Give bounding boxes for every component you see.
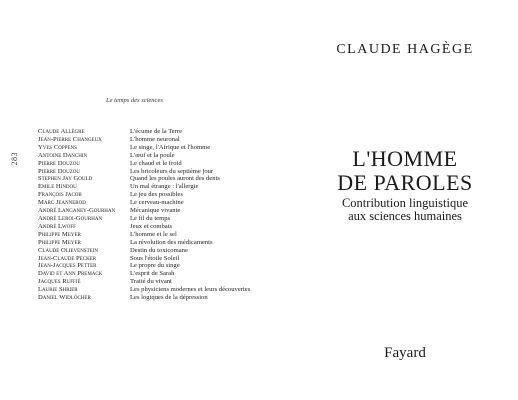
catalog-author: David et Ann Premack <box>38 270 103 278</box>
catalog-row <box>38 286 278 294</box>
catalog-row <box>38 175 278 183</box>
catalog-title: Le singe, l'Afrique et l'homme <box>130 143 211 151</box>
catalog-author: Jean-Jacques Petter <box>38 262 97 270</box>
subtitle-line-2: aux sciences humaines <box>348 209 462 223</box>
catalog-title: Destin du toxicomane <box>130 246 188 254</box>
catalog-author: André Langaney-Gourhan <box>38 207 116 215</box>
catalog-title: L'écume de la Terre <box>130 128 183 135</box>
catalog-author: Philippe Meyer <box>38 238 81 246</box>
catalog-row <box>38 270 278 278</box>
catalog-author: Antoine Danchin <box>38 151 88 159</box>
catalog-row <box>38 183 278 191</box>
catalog-title: Le cerveau-machine <box>130 199 184 207</box>
catalog-row <box>38 231 278 239</box>
book-catalog-list <box>38 128 278 302</box>
catalog-row <box>38 144 278 152</box>
catalog-author: Yves Coppens <box>38 143 77 151</box>
book-title <box>300 147 510 195</box>
catalog-author: Pierre Douzou <box>38 167 81 175</box>
catalog-title: Sous l'étoile Soleil <box>130 254 180 262</box>
catalog-title: L'œuf et la poule <box>130 151 175 159</box>
catalog-author: Philippe Meyer <box>38 230 81 238</box>
catalog-author: François Jacob <box>38 191 82 199</box>
catalog-row <box>38 239 278 247</box>
book-author: CLAUDE HAGÈGE <box>336 42 474 57</box>
catalog-author: Jean-Claude Pecker <box>38 254 97 262</box>
catalog-author: Pierre Douzou <box>38 159 81 167</box>
catalog-row <box>38 207 278 215</box>
publisher-name: Fayard <box>384 345 426 361</box>
catalog-author: Claude Olievenstein <box>38 246 98 254</box>
catalog-row <box>38 191 278 199</box>
catalog-author: Jean-Pierre Changeux <box>38 135 102 143</box>
catalog-title: Jeux et combats <box>130 222 173 230</box>
catalog-row <box>38 152 278 160</box>
catalog-row <box>38 262 278 270</box>
catalog-row <box>38 278 278 286</box>
catalog-title: Le jeu des possibles <box>130 191 183 199</box>
catalog-author: Claude Allègre <box>38 128 85 135</box>
catalog-title: L'homme et le sel <box>130 230 177 238</box>
catalog-title: Un mal étrange : l'allergie <box>130 183 199 191</box>
catalog-author: André Leroi-Gourhan <box>38 214 103 222</box>
catalog-author: Stephen Jay Gould <box>38 175 93 183</box>
catalog-row <box>38 136 278 144</box>
book-subtitle <box>300 197 510 223</box>
catalog-title: Traité du vivant <box>130 278 172 286</box>
catalog-row <box>38 128 278 136</box>
catalog-row <box>38 199 278 207</box>
catalog-author: Marc Jeannerod <box>38 199 86 207</box>
page-number: 283 <box>10 152 19 166</box>
catalog-title: Les physiciens modernes et leurs découvertes <box>130 286 251 294</box>
subtitle-line-1: Contribution linguistique <box>341 196 469 210</box>
catalog-title: Quand les poules auront des dents <box>130 175 220 183</box>
catalog-author: Jacques Ruffié <box>38 278 81 286</box>
catalog-row <box>38 294 278 302</box>
catalog-title: L'homme neuronal <box>130 135 180 143</box>
catalog-title: La révolution des médicaments <box>130 238 213 246</box>
book-title-line-1: L'HOMME <box>352 146 458 171</box>
catalog-title: Le chaud et le froid <box>130 159 182 167</box>
catalog-author: Émile Hindou <box>38 183 77 191</box>
catalog-row <box>38 255 278 263</box>
series-title: Le temps des sciences <box>106 97 163 104</box>
catalog-author: Laurie Shrier <box>38 286 78 294</box>
catalog-title: Le propre du singe <box>130 262 180 270</box>
catalog-title: Les bricoleurs du septième jour <box>130 167 214 175</box>
catalog-row <box>38 160 278 168</box>
catalog-title: L'esprit de Sarah <box>130 270 175 278</box>
catalog-author: André Lwoff <box>38 222 76 230</box>
catalog-row <box>38 247 278 255</box>
book-title-line-2: DE PAROLES <box>337 170 473 195</box>
catalog-author: Daniel Widlöcher <box>38 294 91 302</box>
catalog-row <box>38 223 278 231</box>
catalog-title: Les logiques de la dépression <box>130 294 208 302</box>
catalog-row <box>38 168 278 176</box>
catalog-title: Mécanique vivante <box>130 207 181 215</box>
catalog-title: Le fil du temps <box>130 214 171 222</box>
catalog-row <box>38 215 278 223</box>
